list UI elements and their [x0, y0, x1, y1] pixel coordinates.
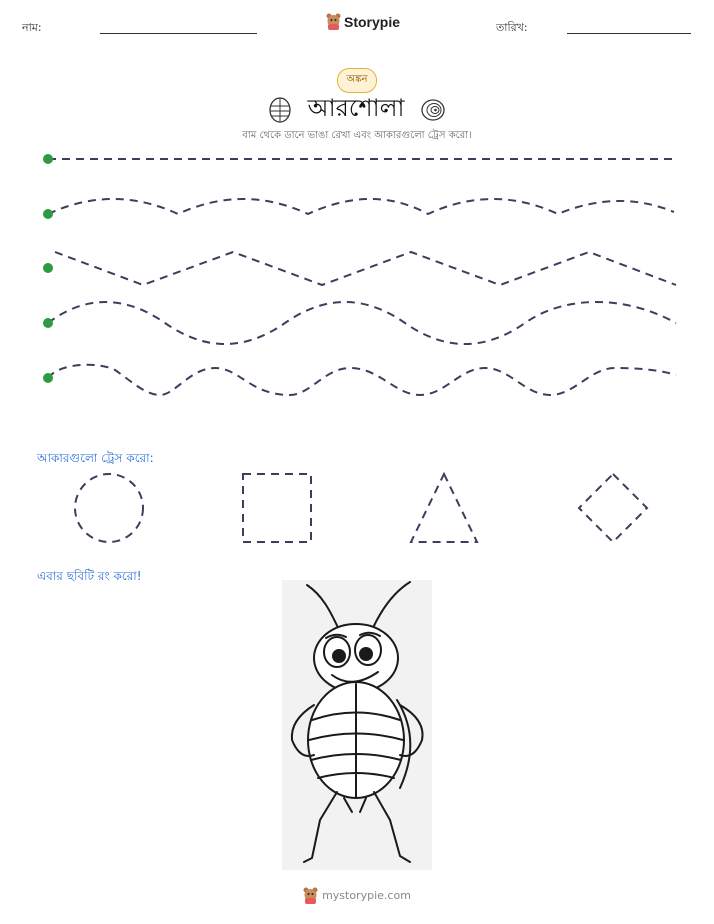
- instruction-text: বাম থেকে ডানে ভাঙা রেখা এবং আকারগুলো ট্রেস করো।: [242, 130, 472, 141]
- trace-circle: [75, 474, 143, 542]
- page-title: আরশোলা: [307, 94, 405, 122]
- trace-line-zigzag: [43, 252, 676, 285]
- start-dot: [43, 154, 53, 164]
- date-label: তারিখ:: [496, 21, 528, 34]
- trace-diamond: [579, 474, 647, 542]
- snail-shell-icon: [420, 97, 446, 123]
- date-field[interactable]: [567, 33, 691, 34]
- start-dot: [43, 373, 53, 383]
- trace-line-straight: [43, 154, 672, 164]
- start-dot: [43, 209, 53, 219]
- trace-square: [243, 474, 311, 542]
- category-badge: অঙ্কন: [337, 68, 378, 93]
- bear-mascot-icon: [326, 13, 341, 30]
- trace-triangle: [411, 474, 477, 542]
- trace-line-gentle-wave: [43, 199, 674, 219]
- shape-tracing-area: [0, 465, 714, 555]
- brand-logo: [326, 13, 400, 30]
- start-dot: [43, 263, 53, 273]
- trace-line-bump: [43, 365, 676, 395]
- title-row: [0, 90, 714, 130]
- bear-mascot-icon: [303, 887, 318, 904]
- start-dot: [43, 318, 53, 328]
- trace-line-wave: [43, 302, 676, 344]
- shapes-section-title: আকারগুলো ট্রেস করো:: [37, 451, 154, 465]
- cockroach-egg-icon: [268, 96, 292, 124]
- coloring-section-title: এবার ছবিটি রং করো!: [37, 569, 142, 583]
- name-field[interactable]: [100, 33, 257, 34]
- brand-name: Storypie: [344, 13, 401, 30]
- name-label: নাম:: [22, 21, 42, 34]
- footer-site[interactable]: mystorypie.com: [322, 889, 411, 902]
- footer: [0, 887, 714, 904]
- tracing-lines: [0, 140, 714, 400]
- cockroach-coloring-illustration: [282, 580, 432, 870]
